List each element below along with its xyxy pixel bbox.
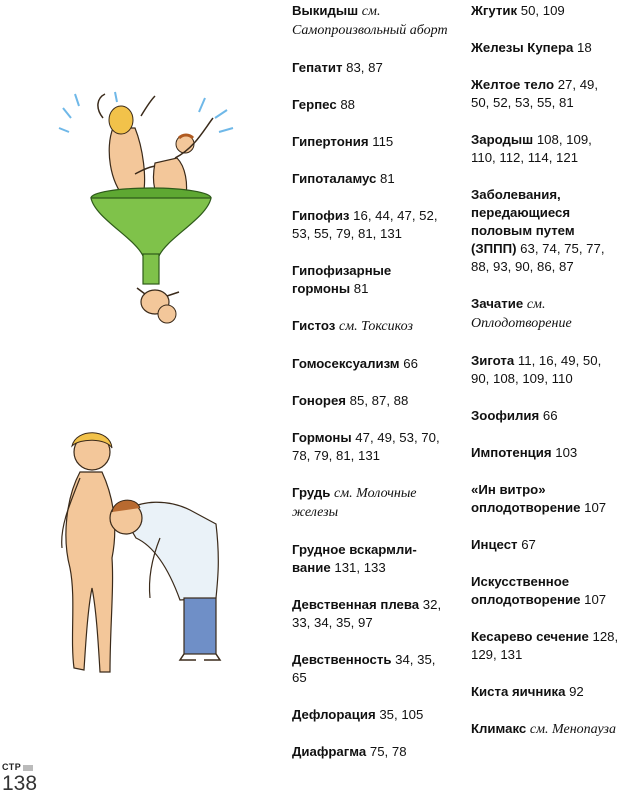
page-label-bar: [23, 765, 33, 771]
index-entry: [471, 39, 619, 57]
index-term: Жгутик: [471, 3, 518, 18]
index-see-reference: [339, 319, 413, 334]
index-pages: 35, 105: [379, 707, 424, 722]
index-entry: [471, 481, 619, 517]
index-entry: [292, 262, 452, 298]
index-pages: 128, 129, 131: [471, 629, 619, 662]
index-entry: [292, 96, 452, 114]
index-term: Искусственное оплодотворение: [471, 574, 581, 607]
index-entry: [292, 133, 452, 151]
page-label: СТР: [2, 762, 33, 772]
see-word: см.: [334, 486, 353, 501]
index-pages: 103: [555, 445, 578, 460]
index-entry: [292, 59, 452, 77]
index-entry: [471, 628, 619, 664]
index-term: Девственная плева: [292, 597, 420, 612]
index-pages: 85, 87, 88: [349, 393, 409, 408]
index-pages: 107: [584, 500, 607, 515]
see-target: Оплодотворение: [471, 316, 572, 331]
index-pages: 32, 33, 34, 35, 97: [292, 597, 442, 630]
index-entry: [471, 573, 619, 609]
index-pages: 107: [584, 592, 607, 607]
see-word: см.: [361, 4, 381, 19]
funnel-shape: [91, 188, 211, 284]
see-word: см.: [529, 722, 549, 737]
index-pages: 47, 49, 53, 70, 78, 79, 81, 131: [292, 430, 440, 463]
index-term: Зачатие: [471, 296, 524, 311]
index-term: Киста яичника: [471, 684, 566, 699]
index-term: Инцест: [471, 537, 518, 552]
index-entry: [471, 444, 619, 462]
index-entry: [292, 484, 452, 522]
index-pages: 18: [577, 40, 592, 55]
index-term: Гипертония: [292, 134, 369, 149]
index-see-reference: [530, 722, 616, 737]
baby-figure: [137, 288, 179, 323]
doctor-listening-illustration: [40, 428, 240, 688]
index-term: Гипофизарные гормоны: [292, 263, 392, 296]
see-target: Самопроизвольный аборт: [292, 23, 448, 38]
index-pages: 66: [542, 408, 558, 423]
index-term: Гипофиз: [292, 208, 350, 223]
index-term: Гормоны: [292, 430, 352, 445]
index-term: Зигота: [471, 353, 515, 368]
funnel-illustration: [55, 88, 245, 338]
index-term: Гистоз: [292, 318, 336, 333]
doctor-figure: [110, 500, 220, 660]
index-entry: [471, 2, 619, 20]
index-term: Герпес: [292, 97, 337, 112]
index-pages: 50, 109: [520, 3, 565, 18]
index-term: Зародыш: [471, 132, 534, 147]
index-pages: 83, 87: [346, 60, 383, 75]
index-entry: [292, 706, 452, 724]
index-term: Импотенция: [471, 445, 552, 460]
index-term: Железы Купера: [471, 40, 574, 55]
index-entry: [471, 352, 619, 388]
index-entry: [471, 720, 619, 739]
index-entry: [292, 429, 452, 465]
index-term: «Ин витро» оплодотворение: [471, 482, 581, 515]
index-term: Диафрагма: [292, 744, 367, 759]
see-target: Молочные железы: [292, 486, 417, 520]
index-entry: [292, 541, 452, 577]
index-pages: 63, 74, 75, 77, 88, 93, 90, 86, 87: [471, 241, 605, 274]
index-pages: 81: [380, 171, 395, 186]
index-pages: 108, 109, 110, 112, 114, 121: [471, 132, 592, 165]
see-word: см.: [338, 319, 358, 334]
index-pages: 75, 78: [369, 744, 407, 759]
index-term: Гомосексуализм: [292, 356, 400, 371]
see-target: Токсикоз: [361, 319, 413, 334]
index-term: Гипоталамус: [292, 171, 377, 186]
index-term: Грудь: [292, 485, 331, 500]
index-term: Заболевания, передающиеся половым путем (ЗППП): [471, 187, 575, 256]
index-term: Желтое тело: [471, 77, 555, 92]
index-term: Климакс: [471, 721, 527, 736]
index-pages: 131, 133: [334, 560, 386, 575]
index-pages: 88: [340, 97, 355, 112]
index-column-right: [471, 2, 619, 758]
index-entry: [292, 596, 452, 632]
index-entry: [292, 207, 452, 243]
index-term: Выкидыш: [292, 3, 359, 18]
index-entry: [292, 2, 452, 40]
index-entry: [471, 683, 619, 701]
index-entry: [471, 186, 619, 276]
see-word: см.: [526, 297, 546, 312]
index-entry: [292, 743, 452, 761]
woman-figure: [62, 433, 115, 672]
index-pages: 11, 16, 49, 50, 90, 108, 109, 110: [471, 353, 602, 386]
index-entry: [471, 295, 619, 333]
index-entry: [292, 317, 452, 336]
index-pages: 66: [403, 356, 418, 371]
index-pages: 16, 44, 47, 52, 53, 55, 79, 81, 131: [292, 208, 438, 241]
index-pages: 67: [521, 537, 536, 552]
index-column-left: [292, 2, 452, 780]
index-term: Гепатит: [292, 60, 343, 75]
index-pages: 27, 49, 50, 52, 53, 55, 81: [471, 77, 599, 110]
see-target: Менопауза: [552, 722, 616, 737]
index-entry: [471, 76, 619, 112]
index-entry: [292, 651, 452, 687]
index-entry: [292, 355, 452, 373]
index-pages: 81: [353, 281, 369, 296]
index-pages: 115: [372, 134, 394, 149]
index-entry: [292, 170, 452, 188]
index-pages: 92: [569, 684, 584, 699]
index-term: Гонорея: [292, 393, 346, 408]
page-number: 138: [2, 772, 38, 795]
index-term: Девственность: [292, 652, 392, 667]
index-entry: [471, 131, 619, 167]
index-term: Грудное вскармли-вание: [292, 542, 417, 575]
index-term: Дефлорация: [292, 707, 376, 722]
index-entry: [292, 392, 452, 410]
index-term: Зоофилия: [471, 408, 540, 423]
index-pages: 34, 35, 65: [292, 652, 436, 685]
index-term: Кесарево сечение: [471, 629, 589, 644]
woman-figure: [98, 94, 155, 198]
index-entry: [471, 407, 619, 425]
index-entry: [471, 536, 619, 554]
